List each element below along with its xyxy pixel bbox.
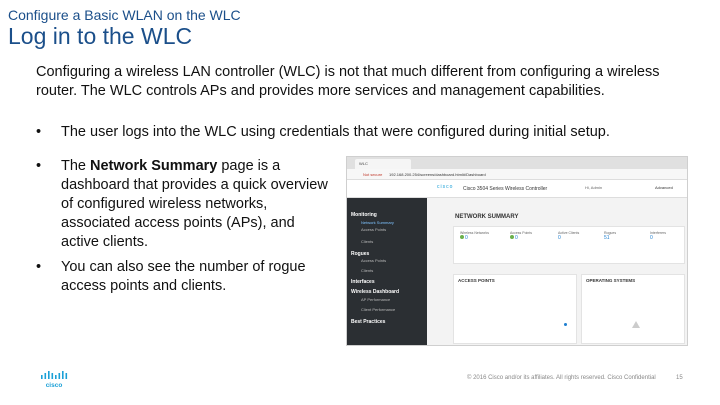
- card-access-points: [510, 231, 532, 241]
- operating-systems-panel: [581, 274, 685, 344]
- card-wireless-networks: [460, 231, 489, 241]
- panel-title: ACCESS POINTS: [458, 278, 495, 283]
- wlc-header: [347, 180, 688, 198]
- sidebar-rogue-clients: Clients: [361, 268, 374, 273]
- bullet-text: You can also see the number of rogue access points and clients.: [61, 259, 306, 294]
- address-bar: [347, 169, 687, 180]
- bullet-text-bold: Network Summary: [90, 158, 218, 174]
- ap-point: [564, 323, 567, 326]
- intro-paragraph: Configuring a wireless LAN controller (WLC) is not that much different from configuring a wireless router. The WLC controls APs and provides more services and management capabilities.: [36, 64, 660, 99]
- user-greeting: Hi, Admin: [585, 185, 603, 190]
- bullet-text-post: page is a dashboard that provides a quick overview of configured wireless networks, associated access points (APs), and active clients.: [61, 158, 328, 250]
- cisco-logo: [40, 370, 68, 388]
- sidebar-rogue-aps: Access Points: [361, 258, 387, 263]
- browser-tab: WLC: [355, 159, 411, 169]
- sidebar-client-performance: Client Performance: [361, 307, 396, 312]
- not-secure-label: Not secure: [363, 172, 383, 177]
- sidebar-monitoring: Monitoring: [351, 212, 377, 218]
- sidebar-clients: Clients: [361, 239, 374, 244]
- card-value: 0: [650, 235, 653, 241]
- svg-text:cisco: cisco: [45, 382, 63, 388]
- status-dot-icon: [460, 235, 464, 239]
- sidebar-best-practices: Best Practices: [351, 319, 386, 325]
- card-value: 0: [558, 235, 561, 241]
- card-label: Interferers: [650, 231, 666, 235]
- warning-icon: [632, 321, 640, 328]
- sidebar-access-points: Access Points: [361, 227, 387, 232]
- wlc-dashboard-screenshot: [346, 156, 688, 346]
- sidebar-wireless-dashboard: Wireless Dashboard: [351, 289, 400, 295]
- wlc-main: [429, 200, 687, 345]
- network-summary-heading: NETWORK SUMMARY: [455, 214, 519, 220]
- status-dot-icon: [510, 235, 514, 239]
- section-kicker: Configure a Basic WLAN on the WLC: [8, 7, 241, 23]
- bullet-text: [61, 157, 331, 252]
- sidebar-interfaces: Interfaces: [351, 279, 375, 285]
- card-label: Active Clients: [558, 231, 580, 235]
- bullet-dot: •: [36, 124, 42, 140]
- bullet-text: The user logs into the WLC using credentials that were configured during initial setup.: [61, 124, 610, 140]
- sidebar-network-summary: Network Summary: [361, 220, 394, 225]
- cisco-logo-mini: cisco: [437, 184, 454, 190]
- bullet-dot: •: [36, 259, 42, 275]
- url-text: 192.168.200.254/screens/dashboard.html#/Dashboard: [389, 172, 486, 177]
- card-interferers: [650, 231, 666, 241]
- access-points-panel: [453, 274, 577, 344]
- browser-tab-bar: [347, 157, 687, 169]
- sidebar-ap-performance: AP Performance: [361, 297, 391, 302]
- page-number: 15: [676, 375, 683, 381]
- bullet-dot: •: [36, 158, 42, 174]
- product-name: Cisco 3504 Series Wireless Controller: [463, 186, 548, 192]
- summary-cards: [453, 226, 685, 264]
- panel-title: OPERATING SYSTEMS: [586, 278, 636, 283]
- card-label: Rogues: [604, 231, 617, 235]
- card-value: 0: [464, 235, 468, 241]
- slide-title: Log in to the WLC: [8, 23, 193, 49]
- copyright-footer: © 2016 Cisco and/or its affiliates. All rights reserved. Cisco Confidential: [467, 375, 656, 381]
- card-label: Wireless Networks: [460, 231, 489, 235]
- card-value: 51: [604, 235, 610, 241]
- advanced-link: Advanced: [655, 185, 673, 190]
- card-active-clients: [558, 231, 579, 241]
- card-label: Access Points: [510, 231, 532, 235]
- card-value: 0: [514, 235, 518, 241]
- bullet-text-pre: The: [61, 158, 91, 174]
- sidebar-rogues: Rogues: [351, 251, 370, 257]
- wlc-sidebar: [347, 198, 427, 346]
- card-rogues: [604, 231, 616, 241]
